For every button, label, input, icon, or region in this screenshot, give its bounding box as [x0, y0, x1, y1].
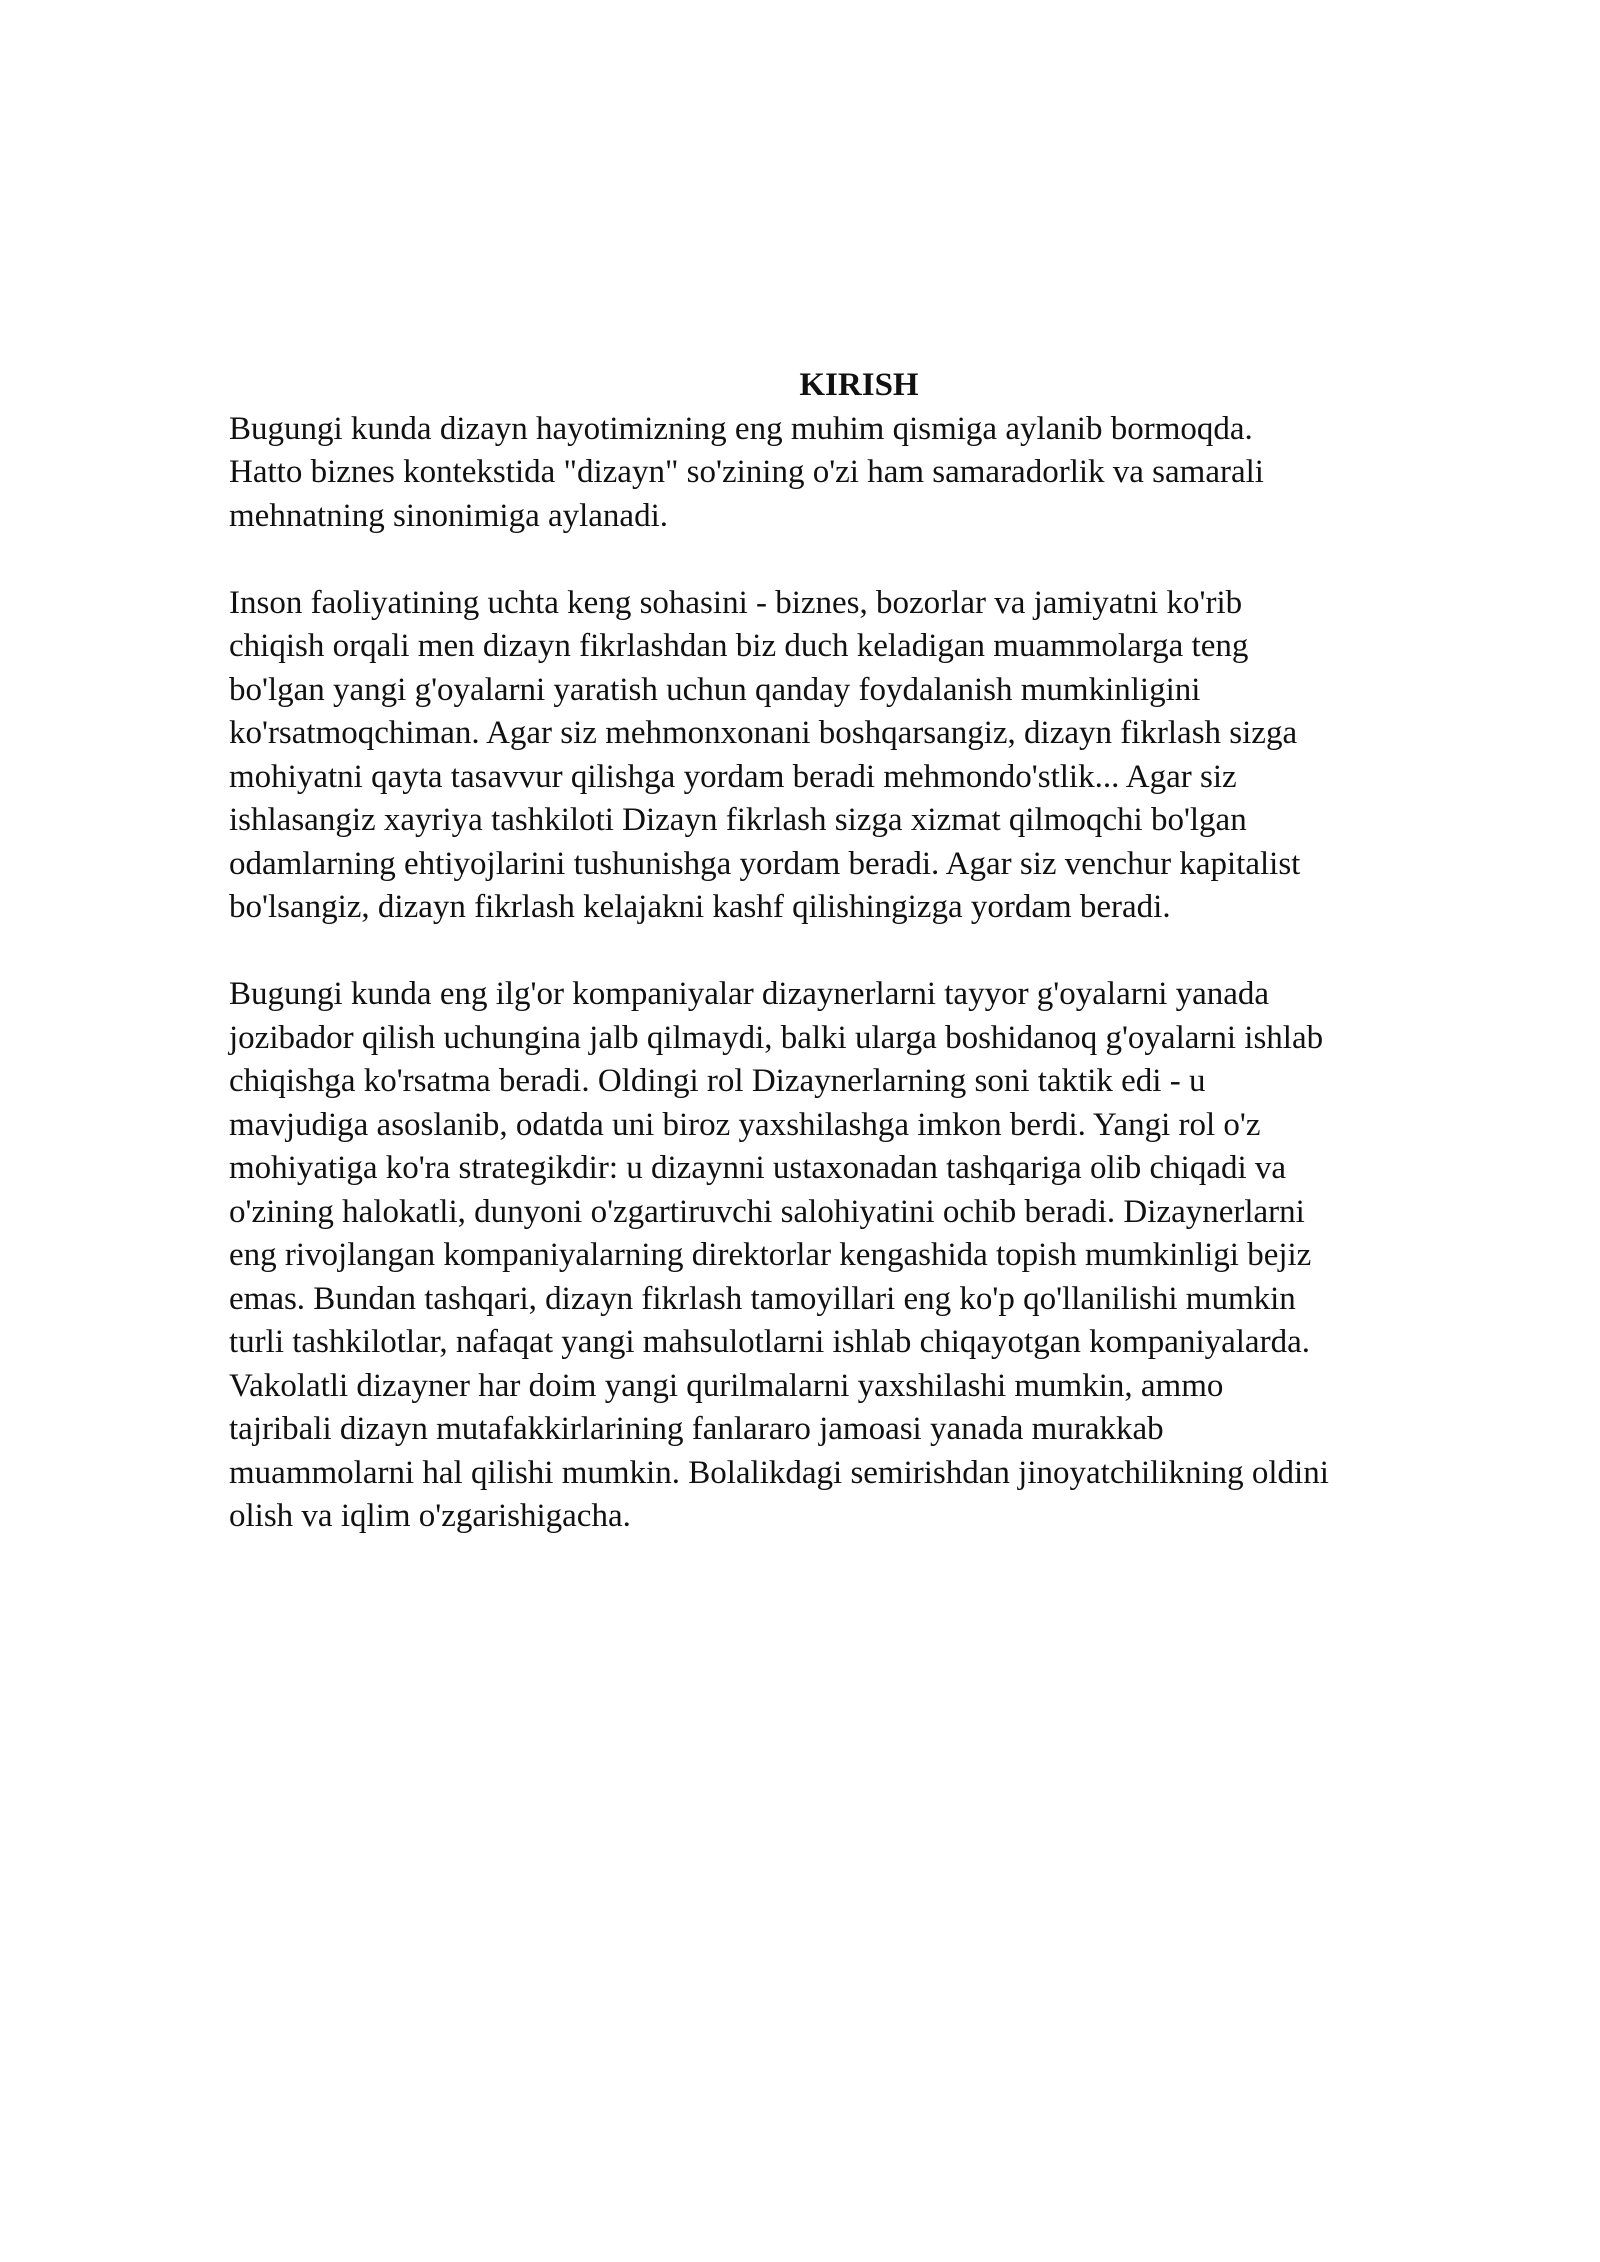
document-title: KIRISH: [799, 367, 919, 403]
paragraph-spacer: [229, 538, 1489, 582]
document-body: [229, 364, 1489, 1539]
paragraph-spacer: [229, 930, 1489, 974]
paragraph-3: Bugungi kunda eng ilg'or kompaniyalar dizaynerlarni tayyor g'oyalarni yanada jozibador qilish uchungina jalb qilmaydi, balki ularga boshidanoq g'oyalarni ishlab chiqishga ko'rsatma beradi. Oldingi rol Dizaynerlarning soni taktik edi - u mavjudiga asoslanib, odatda uni biroz yaxshilashga imkon berdi. Yangi rol o'z mohiyatiga ko'ra strategikdir: u dizaynni ustaxonadan tashqariga olib chiqadi va o'zining halokatli, dunyoni o'zgartiruvchi salohiyatini ochib beradi. Dizaynerlarni eng rivojlangan kompaniyalarning direktorlar kengashida topish mumkinligi bejiz emas. Bundan tashqari, dizayn fikrlash tamoyillari eng ko'p qo'llanilishi mumkin turli tashkilotlar, nafaqat yangi mahsulotlarni ishlab chiqayotgan kompaniyalarda. Vakolatli dizayner har doim yangi qurilmalarni yaxshilashi mumkin, ammo tajribali dizayn mutafakkirlarining fanlararo jamoasi yanada murakkab muammolarni hal qilishi mumkin. Bolalikdagi semirishdan jinoyatchilikning oldini olish va iqlim o'zgarishigacha.: [229, 976, 1329, 1534]
paragraph-2: Inson faoliyatining uchta keng sohasini - biznes, bozorlar va jamiyatni ko'rib chiqish orqali men dizayn fikrlashdan biz duch keladigan muammolarga teng bo'lgan yangi g'oyalarni yaratish uchun qanday foydalanish mumkinligini ko'rsatmoqchiman. Agar siz mehmonxonani boshqarsangiz, dizayn fikrlash sizga mohiyatni qayta tasavvur qilishga yordam beradi mehmondo'stlik... Agar siz ishlasangiz xayriya tashkiloti Dizayn fikrlash sizga xizmat qilmoqchi bo'lgan odamlarning ehtiyojlarini tushunishga yordam beradi. Agar siz venchur kapitalist bo'lsangiz, dizayn fikrlash kelajakni kashf qilishingizga yordam beradi.: [229, 584, 1301, 925]
paragraph-1: Bugungi kunda dizayn hayotimizning eng muhim qismiga aylanib bormoqda. Hatto biznes kontekstida "dizayn" so'zining o'zi ham samaradorlik va samarali mehnatning sinonimiga aylanadi.: [229, 410, 1264, 534]
